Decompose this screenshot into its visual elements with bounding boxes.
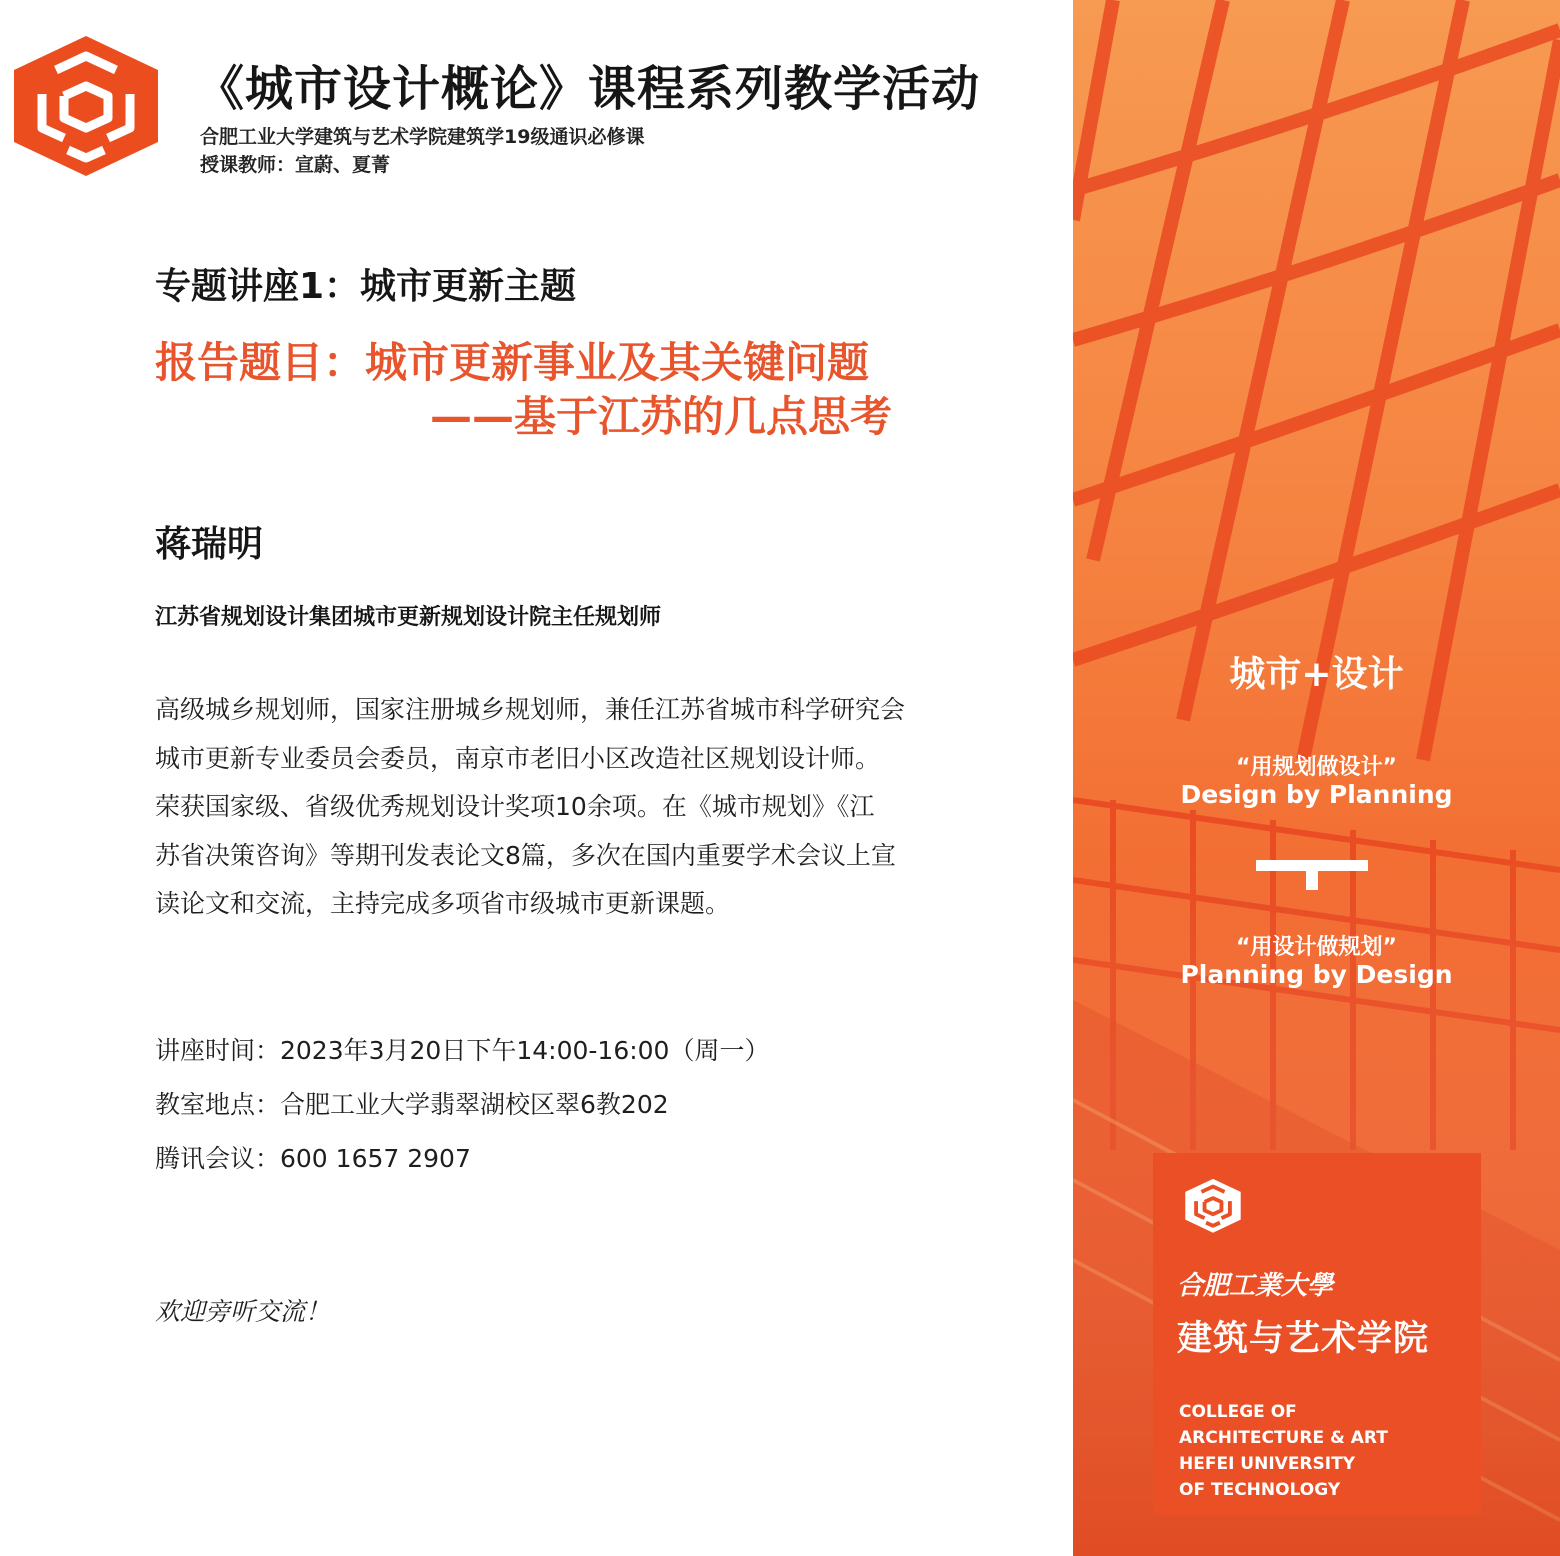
lecture-location: 教室地点：合肥工业大学翡翠湖校区翠6教202 [155, 1090, 669, 1119]
college-identity-card [1153, 1153, 1481, 1515]
speaker-affiliation: 江苏省规划设计集团城市更新规划设计院主任规划师 [155, 605, 662, 630]
bio-line: 读论文和交流，主持完成多项省市级城市更新课题。 [155, 889, 731, 918]
bio-line: 高级城乡规划师，国家注册城乡规划师，兼任江苏省城市科学研究会 [155, 695, 906, 724]
side-banner [1073, 0, 1560, 1556]
talk-title-line2: ——基于江苏的几点思考 [430, 392, 893, 441]
course-subtitle: 合肥工业大学建筑与艺术学院建筑学19级通识必修课 [200, 126, 645, 148]
tencent-meeting-id: 腾讯会议：600 1657 2907 [155, 1144, 471, 1173]
teachers-subtitle: 授课教师：宣蔚、夏菁 [200, 154, 391, 176]
bio-line: 荣获国家级、省级优秀规划设计奖项10余项。在《城市规划》《江 [155, 792, 875, 821]
lecture-time: 讲座时间：2023年3月20日下午14:00-16:00（周一） [155, 1036, 770, 1065]
college-english-line: HEFEI UNIVERSITY [1179, 1454, 1356, 1474]
university-calligraphy-name: 合肥工業大學 [1177, 1271, 1334, 1301]
welcome-note: 欢迎旁听交流！ [155, 1297, 331, 1326]
speaker-name: 蒋瑞明 [155, 524, 264, 565]
speaker-bio [155, 686, 975, 929]
lecture-series-heading: 专题讲座1：城市更新主题 [155, 266, 577, 307]
hfut-cube-logo-icon [1183, 1177, 1243, 1233]
lecture-info [155, 1024, 769, 1186]
bio-line: 城市更新专业委员会委员，南京市老旧小区改造社区规划设计师。 [155, 743, 881, 773]
college-chinese-name: 建筑与艺术学院 [1177, 1319, 1430, 1359]
slogan2-chinese: “用设计做规划” [1236, 935, 1397, 960]
slogan2-english: Planning by Design [1180, 960, 1453, 989]
plus-icon [1256, 848, 1368, 890]
college-english-line: OF TECHNOLOGY [1179, 1480, 1341, 1500]
college-english-line: ARCHITECTURE & ART [1179, 1428, 1388, 1448]
college-english-line: COLLEGE OF [1179, 1402, 1297, 1422]
slogan1-english: Design by Planning [1180, 780, 1453, 809]
hfut-cube-logo-icon [8, 32, 164, 176]
page-title: 《城市设计概论》课程系列教学活动 [196, 61, 981, 117]
slogan1-chinese: “用规划做设计” [1236, 755, 1397, 780]
slogan-title: 城市+设计 [1229, 654, 1404, 695]
college-english-name [1179, 1399, 1388, 1503]
talk-title-line1: 报告题目：城市更新事业及其关键问题 [155, 338, 870, 387]
bio-line: 苏省决策咨询》等期刊发表论文8篇，多次在国内重要学术会议上宣 [155, 840, 896, 870]
